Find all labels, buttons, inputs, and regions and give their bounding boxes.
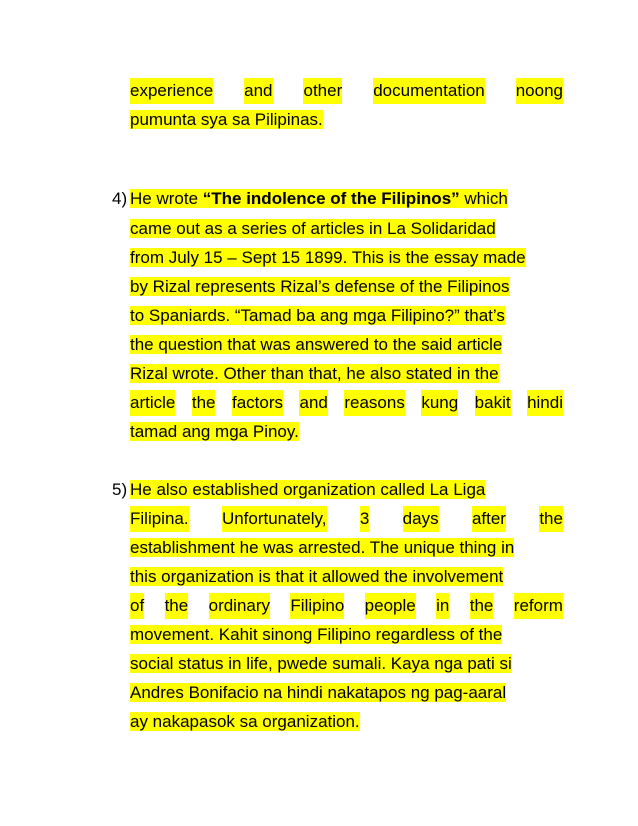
word: other xyxy=(303,78,342,104)
item-4-line-9: tamad ang mga Pinoy. xyxy=(130,422,299,441)
continuation-line-2: pumunta sya sa Pilipinas. xyxy=(130,110,323,129)
word: experience xyxy=(130,78,213,104)
item-5-line-8: Andres Bonifacio na hindi nakatapos ng pag-aaral xyxy=(130,683,507,702)
item-4-line-5: to Spaniards. “Tamad ba ang mga Filipino?” that’s xyxy=(130,306,505,325)
item-5-line-7: social status in life, pwede sumali. Kaya nga pati si xyxy=(130,654,512,673)
item-4-line-4: by Rizal represents Rizal’s defense of the Filipinos xyxy=(130,277,510,296)
item-4-line-8: article the factors and reasons kung bakit hindi xyxy=(130,390,563,416)
item-5-line-9: ay nakapasok sa organization. xyxy=(130,712,360,731)
essay-title: “The indolence of the Filipinos” xyxy=(202,189,460,208)
item-5-line-2: Filipina. Unfortunately, 3 days after the xyxy=(130,506,563,532)
item-5-line-3: establishment he was arrested. The unique thing in xyxy=(130,538,515,557)
item-5-line-4: this organization is that it allowed the involvement xyxy=(130,567,504,586)
item-5-line-1: He also established organization called La Liga xyxy=(130,480,486,499)
continuation-line-1 xyxy=(130,78,563,104)
item-4-line-2: came out as a series of articles in La Solidaridad xyxy=(130,219,496,238)
word: and xyxy=(244,78,272,104)
item-5-line-5: of the ordinary Filipino people in the reform xyxy=(130,593,563,619)
item-5-line-6: movement. Kahit sinong Filipino regardless of the xyxy=(130,625,503,644)
word: noong xyxy=(516,78,563,104)
item-4-line-1: He wrote “The indolence of the Filipinos” which xyxy=(130,189,508,208)
list-number-5: 5) xyxy=(112,480,128,499)
list-number-4: 4) xyxy=(112,189,128,208)
word: documentation xyxy=(373,78,485,104)
item-4-line-7: Rizal wrote. Other than that, he also stated in the xyxy=(130,364,499,383)
item-4-line-6: the question that was answered to the said article xyxy=(130,335,503,354)
item-4-line-3: from July 15 – Sept 15 1899. This is the essay made xyxy=(130,248,526,267)
